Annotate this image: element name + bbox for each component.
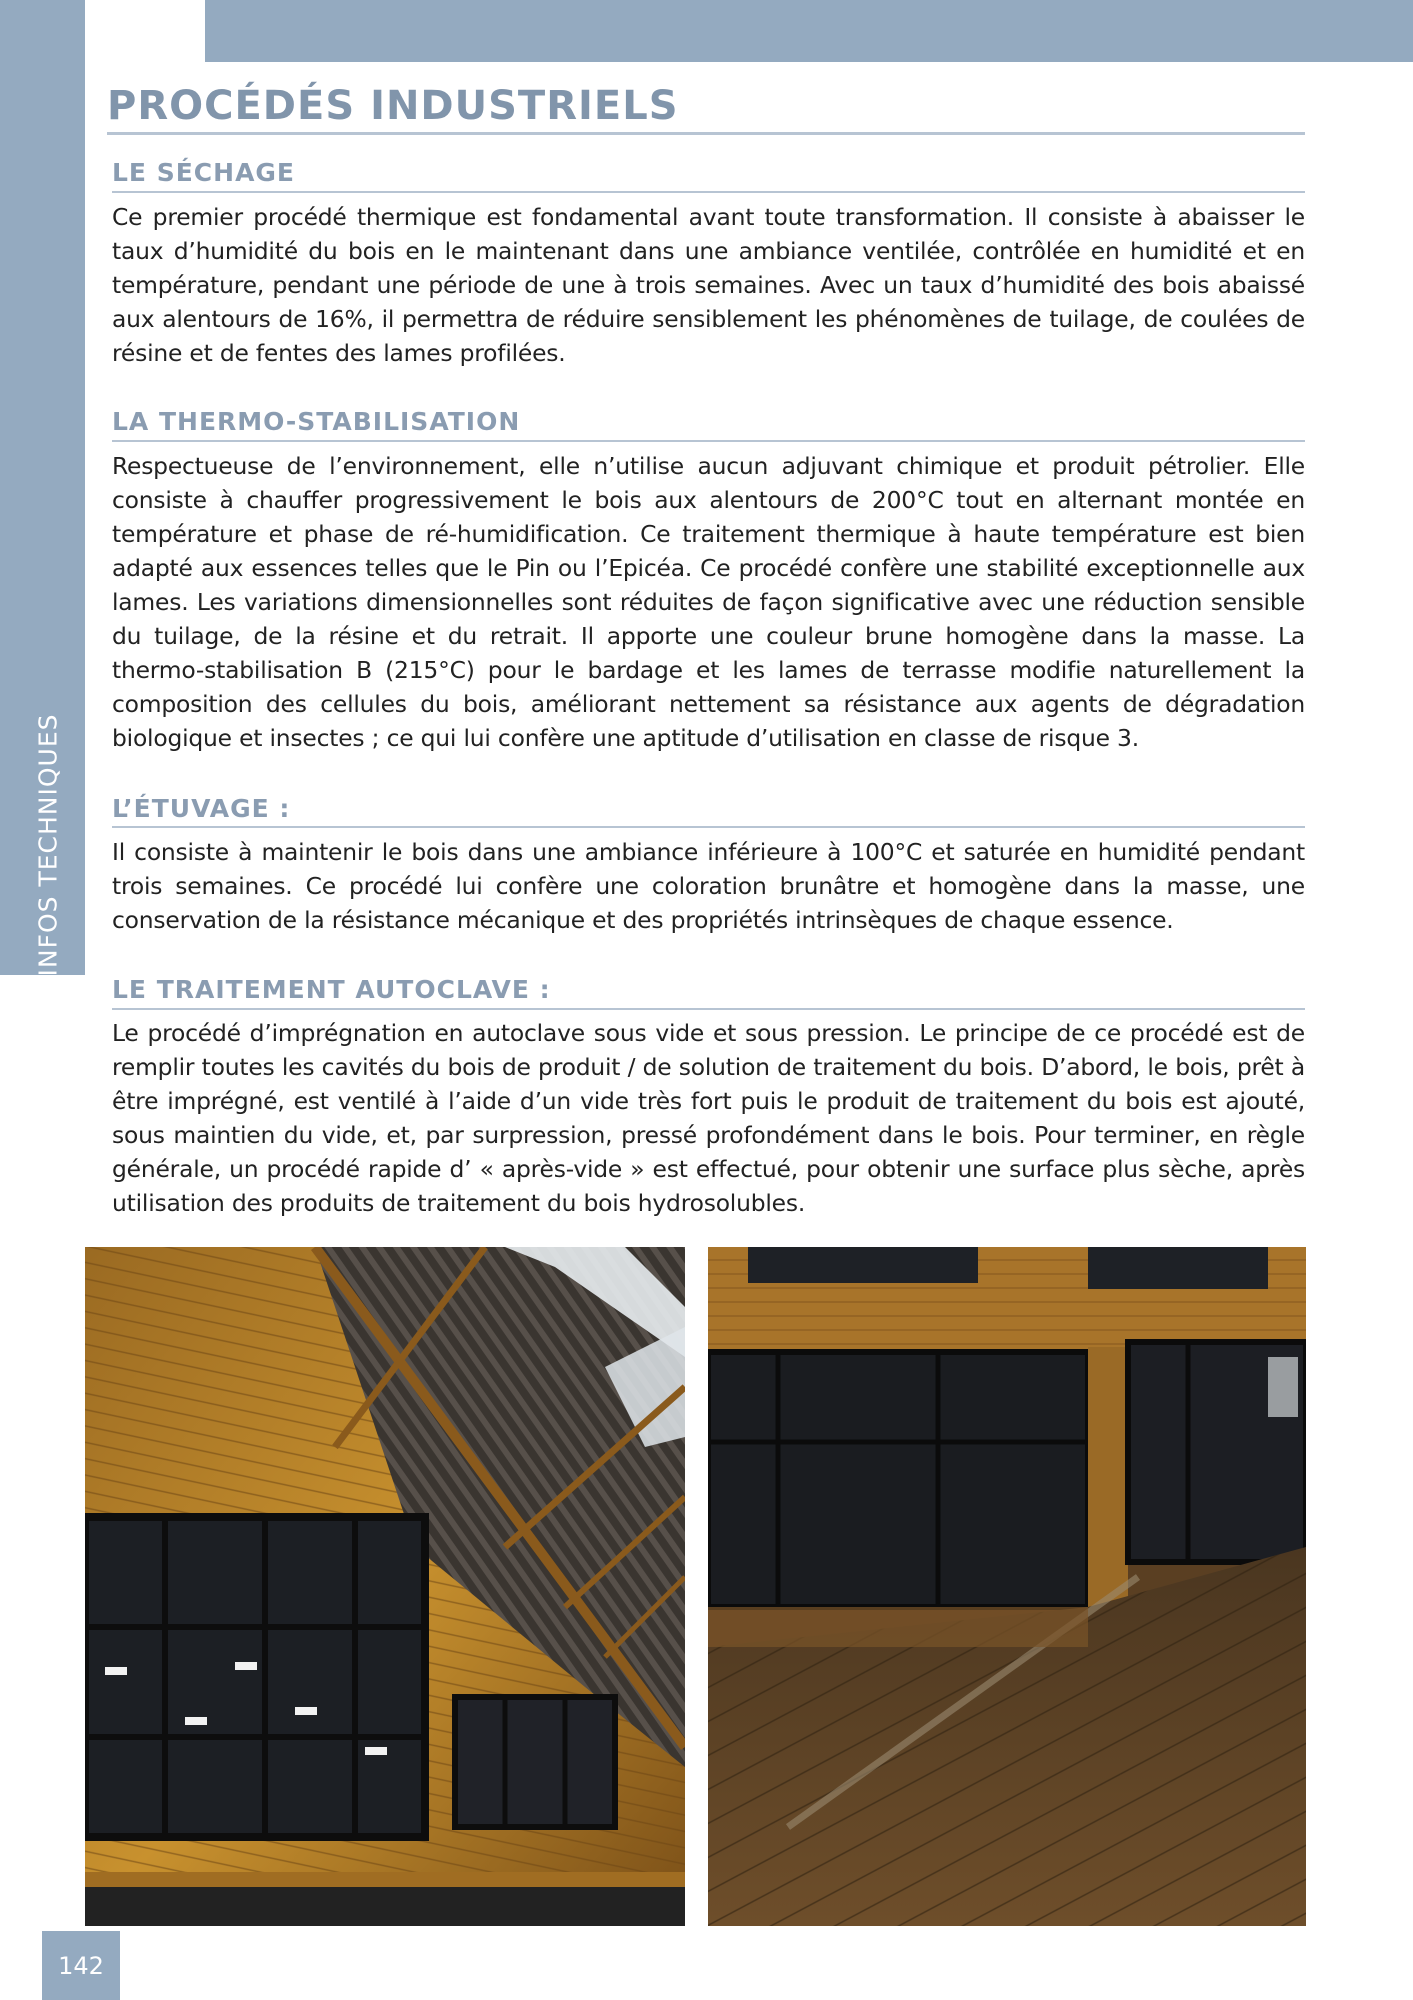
title-divider [107,132,1305,135]
photo-wooden-floor-hall [708,1247,1306,1926]
section-heading-etuvage: L’ÉTUVAGE : [112,794,291,823]
page-number: 142 [42,1931,120,2000]
section-heading-traitement-autoclave: LE TRAITEMENT AUTOCLAVE : [112,975,551,1004]
section-text-etuvage: Il consiste à maintenir le bois dans une ambiance inférieure à 100°C et saturée en humidité pendant trois semaines. Ce procédé lui confère une coloration brunâtre et homogène dans la masse, une conservation de la résistance mécanique et des propriétés intrinsèques de chaque essence. [112,838,1305,934]
section-text-sechage: Ce premier procédé thermique est fondamental avant toute transformation. Il consiste à abaisser le taux d’humidité du bois en le maintenant dans une ambiance ventilée, contrôlée en humidité et en température, pendant une période de une à trois semaines. Avec un taux d’humidité des bois abaissé aux alentours de 16%, il permettra de réduire sensiblement les phénomènes de tuilage, de coulées de résine et de fentes des lames profilées. [112,203,1305,367]
section-text-thermo-stabilisation: Respectueuse de l’environnement, elle n’utilise aucun adjuvant chimique et produit pétrolier. Elle consiste à chauffer progressivement le bois aux alentours de 200°C tout en alternant montée en température et phase de ré-humidification. Ce traitement thermique à haute température est bien adapté aux essences telles que le Pin ou l’Epicéa. Ce procédé confère une stabilité exceptionnelle aux lames. Les variations dimensionnelles sont réduites de façon significative avec une réduction sensible du tuilage, de la résine et du retrait. Il apporte une couleur brune homogène dans la masse. La thermo-stabilisation B (215°C) pour le bardage et les lames de terrasse modifie naturellement la composition des cellules du bois, améliorant nettement sa résistance aux agents de dégradation biologique et insectes ; ce qui lui confère une aptitude d’utilisation en classe de risque 3. [112,452,1305,752]
section-heading-thermo-stabilisation: LA THERMO-STABILISATION [112,407,521,436]
section-divider [112,826,1305,828]
side-category-label: INFOS TECHNIQUES [33,713,63,977]
page-title: PROCÉDÉS INDUSTRIELS [107,83,679,129]
section-divider [112,191,1305,193]
section-text-traitement-autoclave: Le procédé d’imprégnation en autoclave sous vide et sous pression. Le principe de ce procédé est de remplir toutes les cavités du bois de produit / de solution de traitement du bois. D’abord, le bois, prêt à être imprégné, est ventilé à l’aide d’un vide très fort puis le produit de traitement du bois est ajouté, sous maintien du vide, et, par surpression, pressé profondément dans le bois. Pour terminer, en règle générale, un procédé rapide d’ « après-vide » est effectué, pour obtenir une surface plus sèche, après utilisation des produits de traitement du bois hydrosolubles. [112,1019,1305,1217]
section-heading-sechage: LE SÉCHAGE [112,158,296,187]
top-accent-bar [205,0,1413,62]
photo-wooden-hall-interior [85,1247,685,1926]
section-divider [112,1008,1305,1010]
section-divider [112,440,1305,442]
